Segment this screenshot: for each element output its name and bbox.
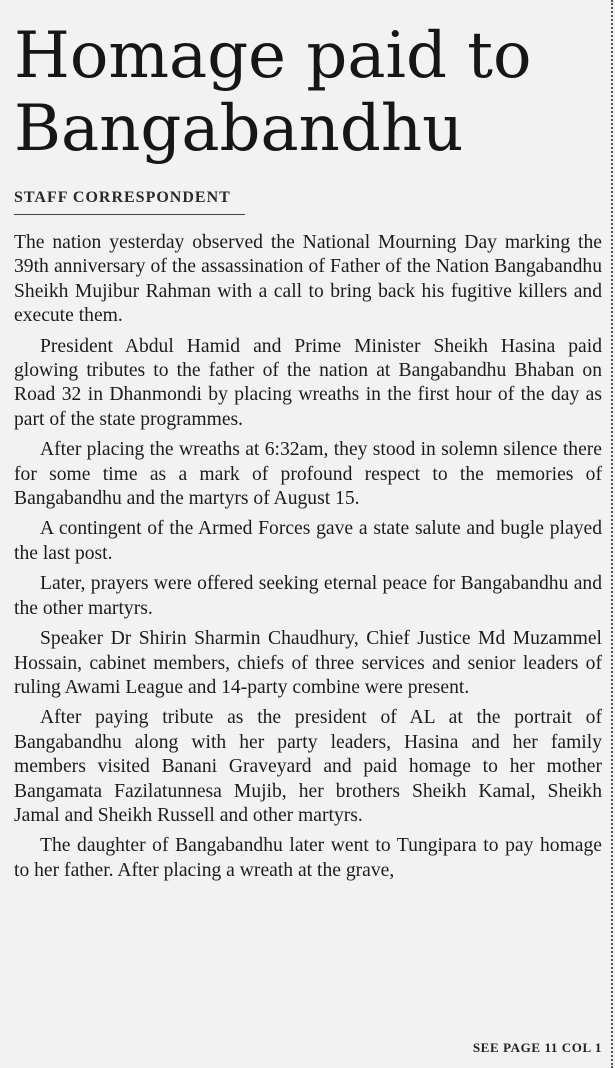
headline-line-2: Bangabandhu: [14, 92, 464, 166]
article-body: [14, 231, 602, 883]
article: [14, 0, 602, 1068]
headline: [14, 0, 602, 166]
paragraph: Speaker Dr Shirin Sharmin Chaudhury, Chief Justice Md Muzammel Hossain, cabinet members, chiefs of three services and senior leaders of ruling Awami League and 14-party combine were present.: [14, 628, 602, 698]
paragraph: A contingent of the Armed Forces gave a state salute and bugle played the last post.: [14, 518, 602, 564]
continuation-note: SEE PAGE 11 COL 1: [472, 1040, 602, 1055]
paragraph: The nation yesterday observed the National Mourning Day marking the 39th anniversary of the assassination of Father of the Nation Bangabandhu Sheikh Mujibur Rahman with a call to bring back his fugitive killers and execute them.: [14, 232, 602, 327]
paragraph: President Abdul Hamid and Prime Minister Sheikh Hasina paid glowing tributes to the father of the nation at Bangabandhu Bhaban on Road 32 in Dhanmondi by placing wreaths in the first hour of the day as part of the state programmes.: [14, 335, 602, 430]
paragraph: After paying tribute as the president of AL at the portrait of Bangabandhu along with her party leaders, Hasina and her family members visited Banani Graveyard and paid homage to her mother Bangamata Fazilatunnesa Mujib, her brothers Sheikh Kamal, Sheikh Jamal and Sheikh Russell and other martyrs.: [14, 707, 602, 826]
paragraph: The daughter of Bangabandhu later went to Tungipara to pay homage to her father. After placing a wreath at the grave,: [14, 835, 602, 881]
headline-line-1: Homage paid to: [14, 19, 532, 93]
paragraph: After placing the wreaths at 6:32am, they stood in solemn silence there for some time as a mark of profound respect to the memories of Bangabandhu and the martyrs of August 15.: [14, 439, 602, 510]
paragraph: Later, prayers were offered seeking eternal peace for Bangabandhu and the other martyrs.: [14, 573, 602, 619]
column-divider: [611, 0, 613, 1068]
byline: STAFF CORRESPONDENT: [14, 188, 245, 215]
